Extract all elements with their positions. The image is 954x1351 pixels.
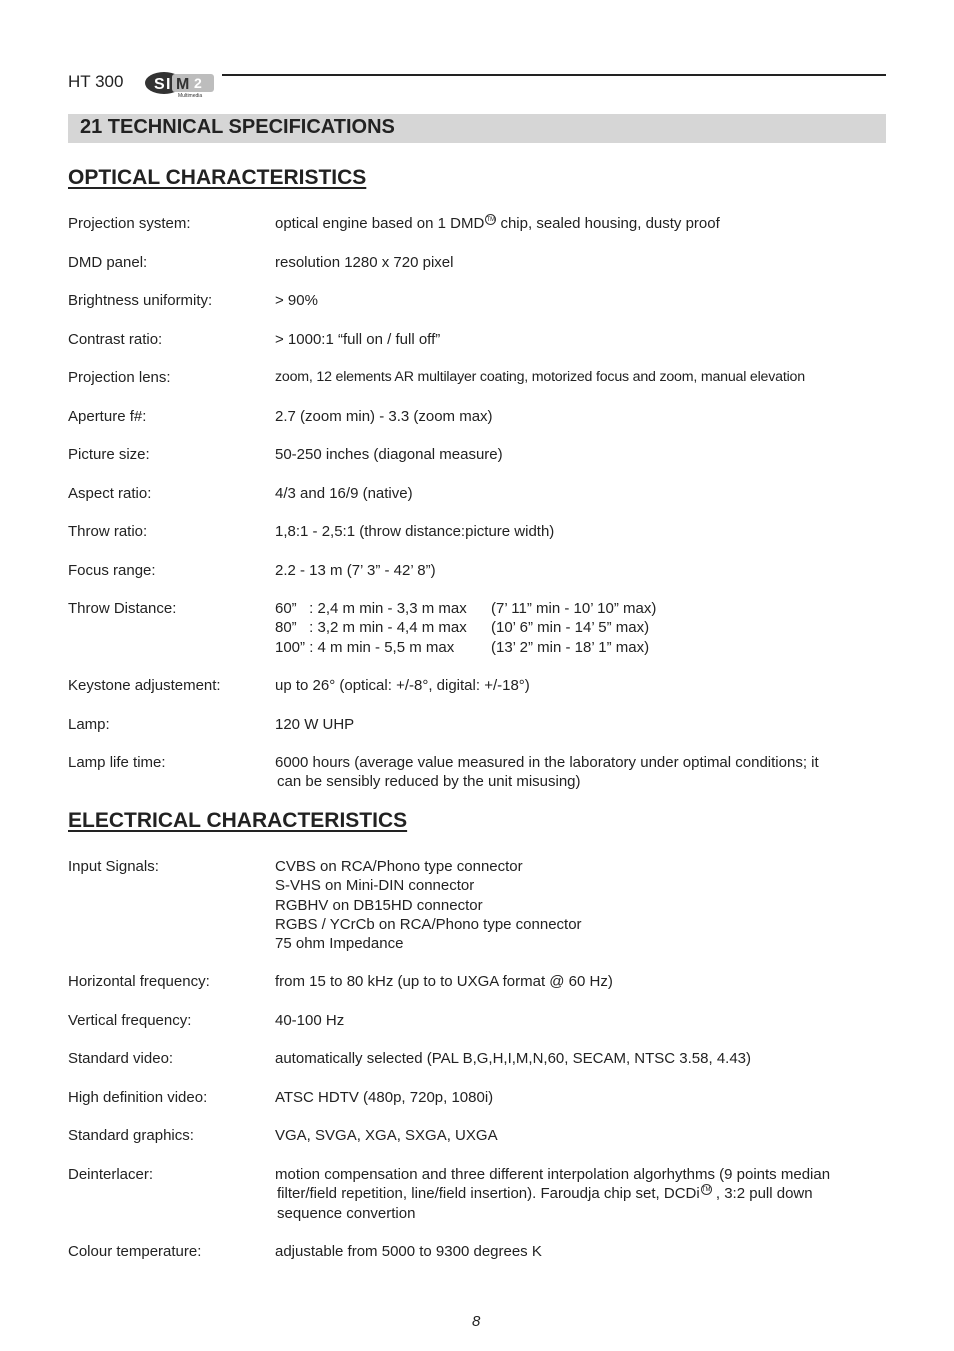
throw-distance-line: [275, 638, 885, 657]
header-model: HT 300: [68, 72, 124, 91]
throw-distance-line: [275, 599, 885, 618]
spec-label: Projection system:: [68, 215, 191, 232]
throw-distance-metric: 80” : 3,2 m min - 4,4 m max: [275, 619, 467, 637]
spec-value: [275, 1165, 885, 1223]
spec-value-line: 75 ohm Impedance: [275, 935, 404, 953]
spec-value-line: can be sensibly reduced by the unit misusing): [277, 773, 581, 791]
spec-value-line: RGBHV on DB15HD connector: [275, 896, 483, 914]
section-title: 21 TECHNICAL SPECIFICATIONS: [80, 116, 395, 138]
spec-value-line: 6000 hours (average value measured in the laboratory under optimal conditions; it: [275, 754, 819, 771]
spec-value-line: S-VHS on Mini-DIN connector: [275, 877, 475, 895]
spec-value: 4/3 and 16/9 (native): [275, 485, 413, 502]
spec-value: > 90%: [275, 292, 318, 309]
spec-value-line: [275, 1184, 885, 1203]
spec-label: DMD panel:: [68, 254, 148, 271]
page-number: 8: [472, 1313, 481, 1330]
spec-label: Aspect ratio:: [68, 485, 152, 502]
spec-value: [275, 857, 885, 953]
throw-distance-metric: 60” : 2,4 m min - 3,3 m max: [275, 600, 467, 617]
spec-label: Brightness uniformity:: [68, 292, 213, 309]
spec-value: from 15 to 80 kHz (up to to UXGA format @ 60 Hz): [275, 973, 613, 990]
spec-label: Lamp life time:: [68, 754, 166, 771]
spec-label: Keystone adjustement:: [68, 677, 221, 694]
spec-value-line: RGBS / YCrCb on RCA/Phono type connector: [275, 915, 582, 933]
spec-value: automatically selected (PAL B,G,H,I,M,N,60, SECAM, NTSC 3.58, 4.43): [275, 1050, 752, 1067]
electrical-heading: ELECTRICAL CHARACTERISTICS: [68, 809, 408, 832]
spec-value: up to 26° (optical: +/-8°, digital: +/-18°): [275, 677, 530, 694]
svg-text:S: S: [154, 76, 165, 93]
spec-label: Colour temperature:: [68, 1243, 202, 1260]
spec-value: VGA, SVGA, XGA, SXGA, UXGA: [275, 1127, 498, 1144]
spec-value: zoom, 12 elements AR multilayer coating, motorized focus and zoom, manual elevation: [275, 369, 805, 385]
spec-label: Standard graphics:: [68, 1127, 194, 1144]
throw-distance-imperial: (13’ 2” min - 18’ 1” max): [491, 638, 650, 656]
spec-label: Input Signals:: [68, 858, 159, 875]
svg-text:I: I: [166, 76, 171, 93]
svg-text:M: M: [176, 76, 190, 93]
spec-value: > 1000:1 “full on / full off”: [275, 331, 441, 348]
spec-label: Contrast ratio:: [68, 331, 163, 348]
spec-value-line: CVBS on RCA/Phono type connector: [275, 858, 523, 875]
spec-label: Standard video:: [68, 1050, 174, 1067]
spec-value: [275, 599, 885, 657]
optical-heading: OPTICAL CHARACTERISTICS: [68, 166, 367, 189]
spec-label: Throw ratio:: [68, 523, 148, 540]
spec-label: Vertical frequency:: [68, 1012, 192, 1029]
spec-value: adjustable from 5000 to 9300 degrees K: [275, 1243, 542, 1260]
spec-value: 2.7 (zoom min) - 3.3 (zoom max): [275, 408, 493, 425]
spec-value: 1,8:1 - 2,5:1 (throw distance:picture width): [275, 523, 555, 540]
spec-value-post: , 3:2 pull down: [711, 1185, 813, 1203]
spec-label: Throw Distance:: [68, 600, 177, 617]
spec-value: 2.2 - 13 m (7’ 3” - 42’ 8”): [275, 562, 436, 579]
svg-text:2: 2: [194, 75, 202, 91]
spec-label: Picture size:: [68, 446, 150, 463]
spec-value: resolution 1280 x 720 pixel: [275, 254, 454, 271]
spec-value: 50-250 inches (diagonal measure): [275, 446, 503, 463]
trademark-icon: TM: [701, 1184, 712, 1195]
header-rule: [222, 74, 886, 76]
spec-value: 120 W UHP: [275, 716, 355, 733]
spec-label: Deinterlacer:: [68, 1166, 154, 1183]
spec-value-pre: optical engine based on 1 DMD: [275, 215, 485, 232]
spec-label: Lamp:: [68, 716, 110, 733]
trademark-icon: TM: [485, 214, 496, 225]
spec-value: ATSC HDTV (480p, 720p, 1080i): [275, 1089, 494, 1106]
throw-distance-metric: 100” : 4 m min - 5,5 m max: [275, 638, 455, 656]
spec-value-line: sequence convertion: [277, 1204, 416, 1222]
spec-label: Focus range:: [68, 562, 156, 579]
spec-label: Aperture f#:: [68, 408, 147, 425]
spec-label: High definition video:: [68, 1089, 208, 1106]
sim2-logo: [142, 68, 218, 98]
spec-value: [275, 753, 885, 792]
spec-value: 40-100 Hz: [275, 1012, 345, 1029]
spec-value-line: motion compensation and three different interpolation algorhythms (9 points median: [275, 1166, 831, 1183]
svg-text:Multimedia: Multimedia: [178, 93, 203, 98]
section-title-bar: [68, 114, 886, 143]
throw-distance-line: [275, 618, 885, 637]
throw-distance-imperial: (7’ 11” min - 10’ 10” max): [491, 600, 657, 617]
throw-distance-imperial: (10’ 6” min - 14’ 5” max): [491, 619, 650, 637]
spec-value: [275, 214, 885, 233]
spec-value-post: chip, sealed housing, dusty proof: [496, 215, 720, 232]
spec-label: Projection lens:: [68, 369, 171, 386]
spec-value-pre: filter/field repetition, line/field insertion). Faroudja chip set, DCDi: [277, 1185, 700, 1203]
spec-label: Horizontal frequency:: [68, 973, 210, 990]
